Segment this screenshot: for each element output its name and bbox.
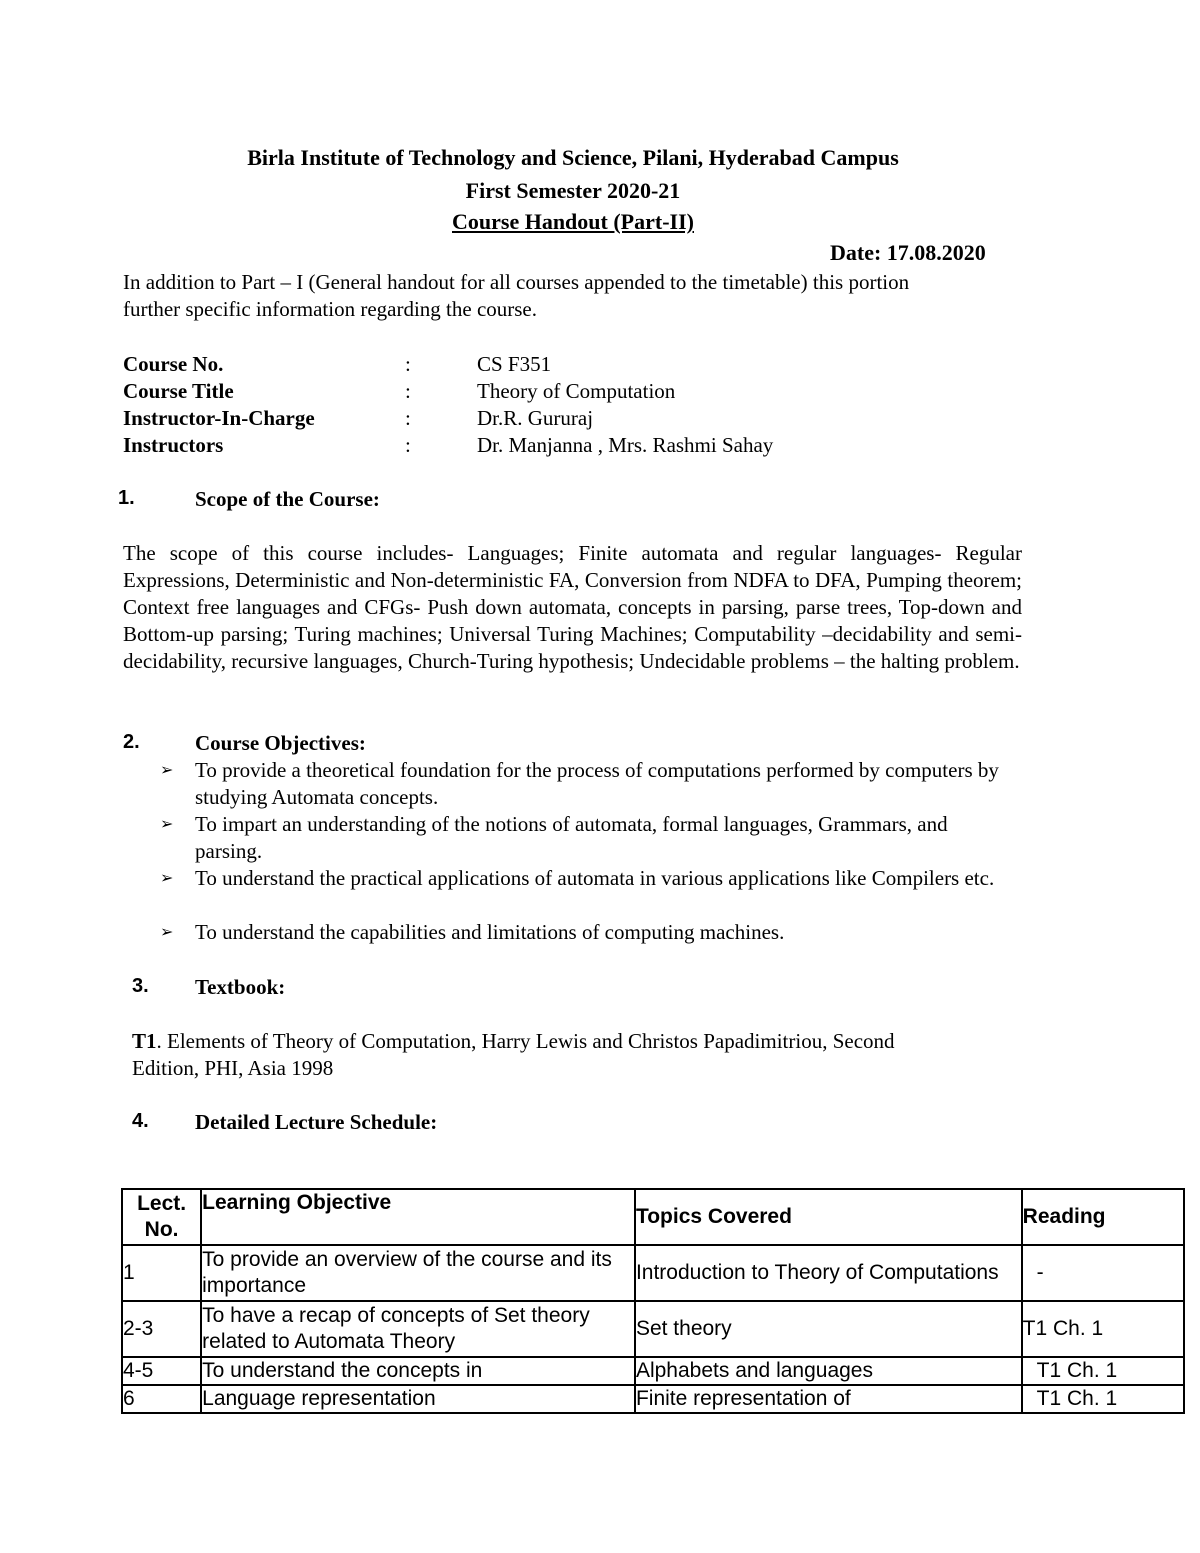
instructors-sep: : <box>405 433 411 457</box>
intro-line-1: In addition to Part – I (General handout for all courses appended to the timetable) this portion <box>123 270 910 294</box>
reading-cell: - <box>1022 1245 1184 1301</box>
handout-title <box>0 209 1146 235</box>
objective-item: To understand the practical applications of automata in various applications like Compilers etc. <box>195 866 995 890</box>
institute-name: Birla Institute of Technology and Science, Pilani, Hyderabad Campus <box>247 145 899 170</box>
arrow-bullet-icon: ➢ <box>160 870 174 887</box>
section-4-title: Detailed Lecture Schedule: <box>195 1110 438 1134</box>
header-lect-line1: Lect. <box>137 1192 187 1215</box>
course-no-sep: : <box>405 352 411 376</box>
handout-date: Date: 17.08.2020 <box>830 240 986 265</box>
arrow-bullet-icon: ➢ <box>160 816 174 833</box>
objective-cell: To provide an overview of the course and its importance <box>201 1245 635 1301</box>
objective-cell: To have a recap of concepts of Set theory related to Automata Theory <box>201 1301 635 1357</box>
course-title-value: Theory of Computation <box>477 379 676 403</box>
header-learning-objective: Learning Objective <box>201 1189 635 1245</box>
header-lect-line2: No. <box>144 1218 179 1241</box>
section-4-number: 4. <box>132 1110 149 1132</box>
objective-item: To understand the capabilities and limitations of computing machines. <box>195 920 785 944</box>
header-lect-no <box>122 1189 201 1245</box>
textbook-line-1 <box>132 1028 895 1055</box>
lect-cell: 4-5 <box>122 1357 201 1385</box>
instructor-in-charge-value: Dr.R. Gururaj <box>477 406 594 430</box>
textbook-line-2: Edition, PHI, Asia 1998 <box>132 1056 334 1080</box>
textbook-text: . Elements of Theory of Computation, Harry Lewis and Christos Papadimitriou, Second <box>156 1029 895 1053</box>
textbook-ref: T1 <box>132 1029 157 1053</box>
reading-cell: T1 Ch. 1 <box>1022 1301 1184 1357</box>
instructors-value: Dr. Manjanna , Mrs. Rashmi Sahay <box>477 433 774 457</box>
section-2-number: 2. <box>123 731 140 753</box>
topics-cell: Introduction to Theory of Computations <box>635 1245 1022 1301</box>
semester: First Semester 2020-21 <box>465 178 681 203</box>
intro-line-2: further specific information regarding the course. <box>123 297 538 321</box>
arrow-bullet-icon: ➢ <box>160 762 174 779</box>
table-header-row <box>122 1189 1184 1245</box>
course-no-value: CS F351 <box>477 352 552 376</box>
instructor-in-charge-sep: : <box>405 406 411 430</box>
section-1-number: 1. <box>118 487 135 509</box>
header-topics-covered: Topics Covered <box>635 1189 1022 1245</box>
lect-cell: 1 <box>122 1245 201 1301</box>
instructors-label: Instructors <box>123 433 224 457</box>
section-3-title: Textbook: <box>195 975 286 999</box>
objective-item: To impart an understanding of the notions of automata, formal languages, Grammars, and parsing. <box>195 812 948 863</box>
reading-cell: T1 Ch. 1 <box>1022 1385 1184 1413</box>
header-reading: Reading <box>1022 1189 1184 1245</box>
lect-cell: 2-3 <box>122 1301 201 1357</box>
course-no-label: Course No. <box>123 352 224 376</box>
lecture-schedule-table <box>121 1188 1185 1414</box>
section-1-title: Scope of the Course: <box>195 487 380 511</box>
topics-cell: Set theory <box>635 1301 1022 1357</box>
scope-paragraph: The scope of this course includes- Languages; Finite automata and regular languages- Regular Expressions, Deterministic and Non-deterministic FA, Conversion from NDFA to DFA, Pumping theorem; Context free languages and CFGs- Push down automata, concepts in parsing, parse trees, Top-down and Bottom-up parsing; Turing machines; Universal Turing Machines; Computability –decidability and semi-decidability, recursive languages, Church-Turing hypothesis; Undecidable problems – the halting problem. <box>123 541 1022 673</box>
arrow-bullet-icon: ➢ <box>160 924 174 941</box>
section-2-title: Course Objectives: <box>195 731 366 755</box>
topics-cell: Alphabets and languages <box>635 1357 1022 1385</box>
reading-cell: T1 Ch. 1 <box>1022 1357 1184 1385</box>
course-title-sep: : <box>405 379 411 403</box>
course-title-label: Course Title <box>123 379 234 403</box>
table-row <box>122 1385 1184 1413</box>
handout-title-text: Course Handout (Part-II) <box>452 209 694 234</box>
instructor-in-charge-label: Instructor-In-Charge <box>123 406 315 430</box>
section-3-number: 3. <box>132 975 149 997</box>
objective-item: To provide a theoretical foundation for the process of computations performed by computers by studying Automata concepts. <box>195 758 999 809</box>
table-row <box>122 1245 1184 1301</box>
lect-cell: 6 <box>122 1385 201 1413</box>
objective-cell: Language representation <box>201 1385 635 1413</box>
table-row <box>122 1301 1184 1357</box>
topics-cell: Finite representation of <box>635 1385 1022 1413</box>
objective-cell: To understand the concepts in <box>201 1357 635 1385</box>
table-row <box>122 1357 1184 1385</box>
